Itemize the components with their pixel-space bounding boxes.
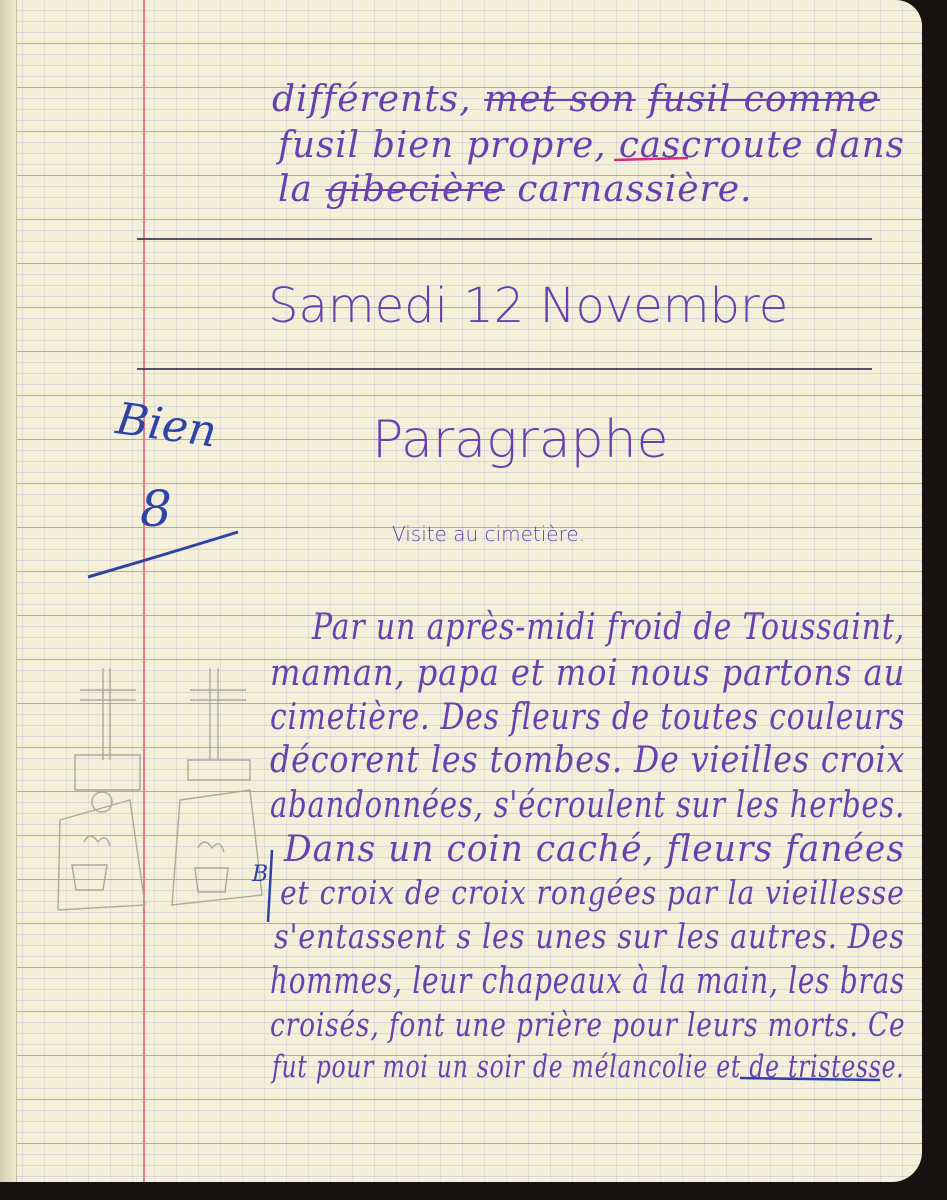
paragraph-line: et croix de croix rongées par la vieillesse [280, 873, 905, 912]
top-line-3-text-b: carnassière. [517, 169, 753, 210]
top-line-2-text-b: cascroute dans [618, 125, 905, 166]
top-line-1-text: différents, [272, 79, 472, 120]
teacher-grade: 8 [140, 480, 172, 538]
paragraph-line: décorent les tombes. De vieilles croix [270, 740, 906, 781]
subtitle: Visite au cimetière. [392, 522, 586, 546]
paragraph-line: abandonnées, s'écroulent sur les herbes. [270, 785, 906, 826]
paragraph-line: maman, papa et moi nous partons au [270, 653, 906, 694]
top-line-2-text: fusil bien propre, [278, 125, 607, 166]
paragraph-line: croisés, font une prière pour leurs morts. Ce [270, 1005, 906, 1044]
paragraph-line: Dans un coin caché, fleurs fanées [284, 829, 906, 870]
margin-mark: B [252, 862, 269, 887]
struck-text: met son [484, 79, 636, 120]
paragraph-line: Par un après-midi froid de Toussaint, [312, 607, 906, 648]
paragraph-line: hommes, leur chapeaux à la main, les bras [270, 961, 906, 1002]
teacher-note: Bien [112, 393, 220, 458]
top-line-3-text: la [278, 169, 313, 210]
struck-text: gibecière [325, 169, 505, 210]
paragraph-line: fut pour moi un soir de mélancolie et de tristesse. [272, 1049, 905, 1085]
paragraph-line: s'entassent s les unes sur les autres. Des [274, 917, 905, 957]
struck-text: fusil comme [648, 79, 881, 120]
section-heading: Paragraphe [372, 410, 669, 470]
date-heading: Samedi 12 Novembre [268, 278, 789, 334]
paragraph-line: cimetière. Des fleurs de toutes couleurs [270, 697, 906, 738]
